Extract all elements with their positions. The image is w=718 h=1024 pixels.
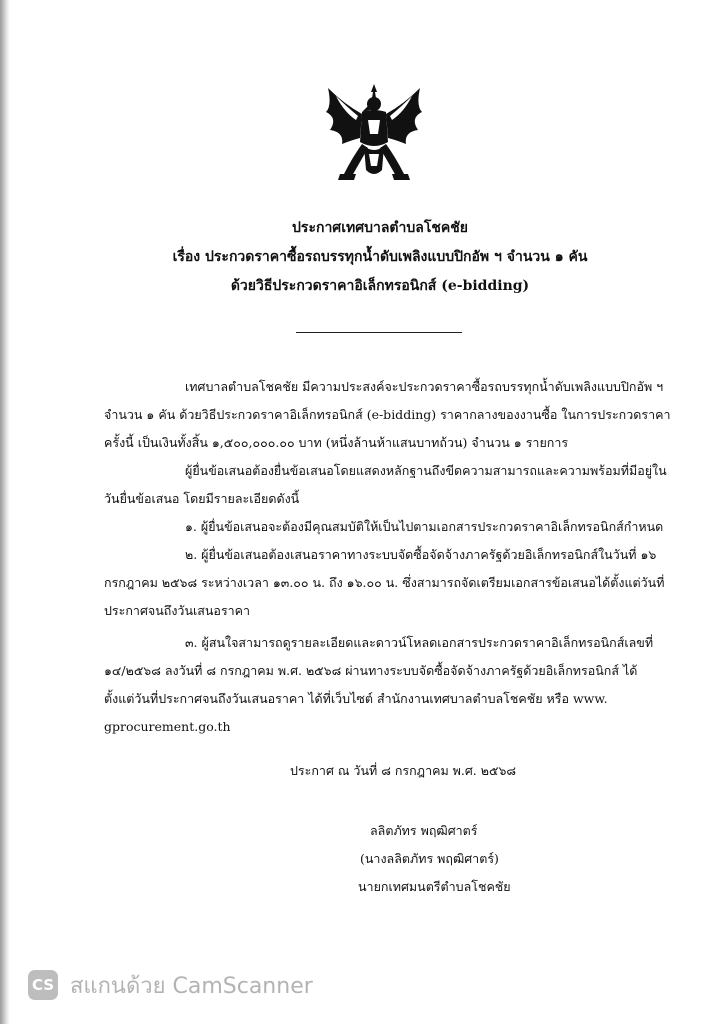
method-title: ด้วยวิธีประกวดราคาอิเล็กทรอนิกส์ (e-bidding) [230,278,530,294]
scan-page-edge [0,0,10,1024]
paragraph-line: เทศบาลตำบลโชคชัย มีความประสงค์จะประกวดราคาซื้อรถบรรทุกน้ำดับเพลิงแบบปิกอัพ ฯ [185,379,664,394]
garuda-emblem-icon [322,82,426,190]
camscanner-logo-icon: CS [28,970,58,1000]
procurement-url: gprocurement.go.th [104,719,231,734]
issuer-title: ประกาศเทศบาลตำบลโชคชัย [292,220,468,236]
signer-full-name: (นางลลิตภัทร พฤฒิศาตร์) [360,851,499,866]
signer-position: นายกเทศมนตรีตำบลโชคชัย [358,879,511,894]
paragraph-line: จำนวน ๑ คัน ด้วยวิธีประกวดราคาอิเล็กทรอนิกส์ (e-bidding) ราคากลางของงานซื้อ ในการประกวดราคา [104,407,671,422]
signed-name: ลลิตภัทร พฤฒิศาตร์ [370,823,478,838]
list-item-2: ๒. ผู้ยื่นข้อเสนอต้องเสนอราคาทางระบบจัดซื้อจัดจ้างภาครัฐด้วยอิเล็กทรอนิกส์ในวันที่ ๑๖ [185,547,657,562]
announce-date: ประกาศ ณ วันที่ ๘ กรกฎาคม พ.ศ. ๒๕๖๘ [290,763,517,778]
watermark-text: สแกนด้วย CamScanner [70,973,313,999]
paragraph-line: ครั้งนี้ เป็นเงินทั้งสิ้น ๑,๕๐๐,๐๐๐.๐๐ บาท (หนึ่งล้านห้าแสนบาทถ้วน) จำนวน ๑ รายการ [104,435,569,450]
paragraph-line: วันยื่นข้อเสนอ โดยมีรายละเอียดดังนี้ [104,491,300,506]
list-item-3: ๓. ผู้สนใจสามารถดูรายละเอียดและดาวน์โหลดเอกสารประกวดราคาอิเล็กทรอนิกส์เลขที่ [185,635,654,650]
document-title-block [100,214,660,301]
list-item-1: ๑. ผู้ยื่นข้อเสนอจะต้องมีคุณสมบัติให้เป็นไปตามเอกสารประกวดราคาอิเล็กทรอนิกส์กำหนด [185,519,664,534]
list-item-3-cont: ตั้งแต่วันที่ประกาศจนถึงวันเสนอราคา ได้ที่เว็บไซต์ สำนักงานเทศบาลตำบลโชคชัย หรือ www. [104,691,608,706]
title-divider [296,332,462,333]
list-item-2-cont: ประกาศจนถึงวันเสนอราคา [104,603,251,618]
paragraph-line: ผู้ยื่นข้อเสนอต้องยื่นข้อเสนอโดยแสดงหลักฐานถึงขีดความสามารถและความพร้อมที่มีอยู่ใน [185,463,667,478]
subject-title: เรื่อง ประกวดราคาซื้อรถบรรทุกน้ำดับเพลิงแบบปิกอัพ ฯ จำนวน ๑ คัน [172,249,588,265]
camscanner-watermark [28,968,313,1002]
list-item-3-cont: ๑๔/๒๕๖๘ ลงวันที่ ๘ กรกฎาคม พ.ศ. ๒๕๖๘ ผ่านทางระบบจัดซื้อจัดจ้างภาครัฐด้วยอิเล็กทรอนิกส์ ได้ [104,663,638,678]
list-item-2-cont: กรกฎาคม ๒๕๖๘ ระหว่างเวลา ๑๓.๐๐ น. ถึง ๑๖.๐๐ น. ซึ่งสามารถจัดเตรียมเอกสารข้อเสนอได้ตั้งแต่วันที่ [104,575,665,590]
